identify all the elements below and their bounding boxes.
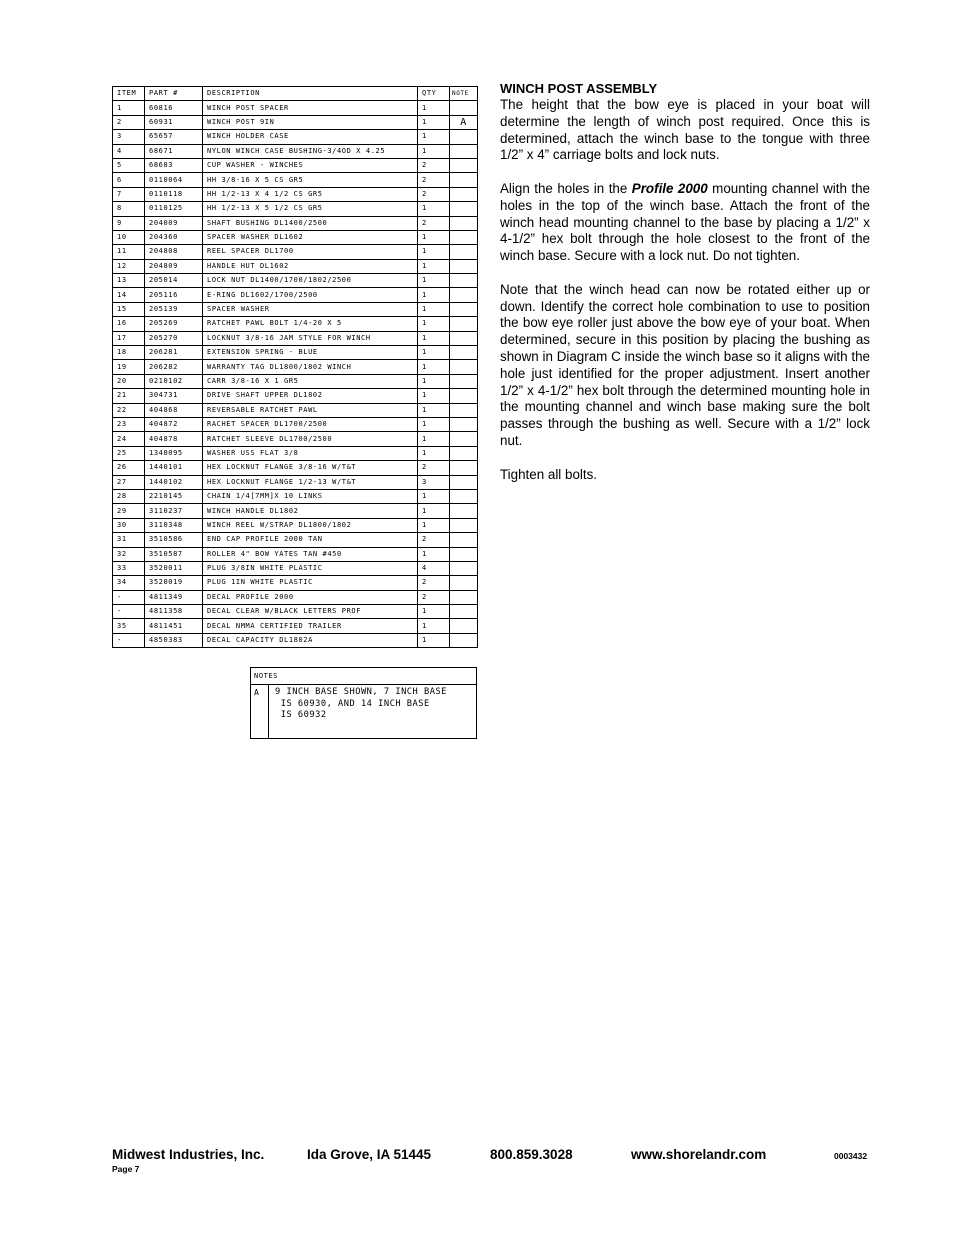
cell-part: 68683	[145, 158, 203, 172]
footer-page-number: Page 7	[112, 1164, 140, 1174]
cell-part: 60816	[145, 101, 203, 115]
cell-part: 3520011	[145, 561, 203, 575]
notes-letter: A	[251, 685, 269, 738]
cell-item: 19	[113, 360, 145, 374]
cell-part: 304731	[145, 389, 203, 403]
cell-description: HH 3/8-16 X 5 CS GR5	[203, 173, 418, 187]
cell-note	[450, 230, 478, 244]
cell-note: A	[450, 115, 478, 129]
table-row	[113, 302, 478, 316]
cell-qty: 1	[418, 619, 450, 633]
cell-qty: 1	[418, 346, 450, 360]
cell-description: DECAL CLEAR W/BLACK LETTERS PROF	[203, 605, 418, 619]
cell-description: END CAP PROFILE 2000 TAN	[203, 533, 418, 547]
cell-part: 3510586	[145, 533, 203, 547]
cell-part: 205014	[145, 274, 203, 288]
cell-note	[450, 446, 478, 460]
cell-item: -	[113, 605, 145, 619]
notes-text: 9 INCH BASE SHOWN, 7 INCH BASE IS 60930, AND 14 INCH BASE IS 60932	[275, 687, 447, 720]
cell-note	[450, 360, 478, 374]
cell-note	[450, 158, 478, 172]
cell-part: 4811451	[145, 619, 203, 633]
cell-part: 1440101	[145, 461, 203, 475]
cell-part: 205269	[145, 317, 203, 331]
footer-company: Midwest Industries, Inc.	[112, 1147, 265, 1162]
cell-part: 204808	[145, 245, 203, 259]
cell-description: WARRANTY TAG DL1800/1802 WINCH	[203, 360, 418, 374]
cell-item: 35	[113, 619, 145, 633]
table-row	[113, 259, 478, 273]
cell-part: 1340095	[145, 446, 203, 460]
table-row	[113, 432, 478, 446]
cell-qty: 1	[418, 446, 450, 460]
table-row	[113, 446, 478, 460]
table-row	[113, 331, 478, 345]
cell-description: WINCH HOLDER CASE	[203, 130, 418, 144]
cell-note	[450, 461, 478, 475]
cell-qty: 2	[418, 461, 450, 475]
table-row	[113, 619, 478, 633]
section-title: WINCH POST ASSEMBLY	[500, 81, 658, 96]
notes-heading: NOTES	[251, 668, 476, 685]
table-row	[113, 461, 478, 475]
table-row	[113, 288, 478, 302]
cell-item: 3	[113, 130, 145, 144]
cell-item: 24	[113, 432, 145, 446]
cell-description: HEX LOCKNUT FLANGE 3/8-16 W/T&T	[203, 461, 418, 475]
cell-note	[450, 403, 478, 417]
table-row	[113, 518, 478, 532]
cell-description: LOCK NUT DL1400/1700/1802/2500	[203, 274, 418, 288]
cell-description: E-RING DL1602/1700/2500	[203, 288, 418, 302]
table-row	[113, 374, 478, 388]
cell-description: RATCHET PAWL BOLT 1/4-20 X 5	[203, 317, 418, 331]
cell-item: 12	[113, 259, 145, 273]
cell-qty: 3	[418, 475, 450, 489]
cell-item: 33	[113, 561, 145, 575]
cell-item: 23	[113, 417, 145, 431]
cell-qty: 1	[418, 101, 450, 115]
cell-description: ROLLER 4" BOW YATES TAN #450	[203, 547, 418, 561]
cell-description: CHAIN 1/4[7MM]X 10 LINKS	[203, 489, 418, 503]
table-row	[113, 317, 478, 331]
cell-description: DECAL NMMA CERTIFIED TRAILER	[203, 619, 418, 633]
cell-qty: 1	[418, 115, 450, 129]
cell-note	[450, 533, 478, 547]
cell-qty: 1	[418, 403, 450, 417]
table-row	[113, 216, 478, 230]
cell-part: 4850383	[145, 633, 203, 647]
table-row	[113, 633, 478, 647]
cell-part: 3510587	[145, 547, 203, 561]
cell-description: RACHET SPACER DL1700/2500	[203, 417, 418, 431]
paragraph-2-start: Align the holes in the	[500, 180, 632, 196]
header-qty: QTY	[418, 87, 450, 101]
cell-note	[450, 633, 478, 647]
cell-item: 15	[113, 302, 145, 316]
cell-note	[450, 101, 478, 115]
cell-item: 20	[113, 374, 145, 388]
cell-item: 16	[113, 317, 145, 331]
table-row	[113, 144, 478, 158]
cell-part: 4811349	[145, 590, 203, 604]
cell-qty: 1	[418, 389, 450, 403]
cell-item: 31	[113, 533, 145, 547]
cell-item: 18	[113, 346, 145, 360]
cell-item: 4	[113, 144, 145, 158]
cell-description: HH 1/2-13 X 5 1/2 CS GR5	[203, 202, 418, 216]
cell-item: 2	[113, 115, 145, 129]
table-row	[113, 489, 478, 503]
cell-description: WINCH HANDLE DL1802	[203, 504, 418, 518]
cell-description: PLUG 1IN WHITE PLASTIC	[203, 576, 418, 590]
cell-description: DRIVE SHAFT UPPER DL1802	[203, 389, 418, 403]
cell-note	[450, 187, 478, 201]
parts-table-header	[113, 87, 478, 101]
cell-item: 14	[113, 288, 145, 302]
header-note: NOTE	[450, 87, 478, 101]
paragraph-2	[500, 181, 870, 265]
cell-description: DECAL PROFILE 2000	[203, 590, 418, 604]
notes-box	[250, 667, 477, 739]
cell-note	[450, 173, 478, 187]
table-row	[113, 115, 478, 129]
cell-qty: 1	[418, 518, 450, 532]
cell-description: NYLON WINCH CASE BUSHING-3/4OD X 4.25	[203, 144, 418, 158]
parts-table	[112, 86, 478, 648]
table-row	[113, 417, 478, 431]
cell-item: 25	[113, 446, 145, 460]
cell-note	[450, 130, 478, 144]
cell-qty: 1	[418, 302, 450, 316]
cell-note	[450, 504, 478, 518]
cell-description: SPACER WASHER	[203, 302, 418, 316]
paragraph-1: The height that the bow eye is placed in your boat will determine the length of winch post required. Once this is determined, attach the winch base to the tongue with three 1/2” x 4” carriage bolts and lock nuts.	[500, 97, 870, 163]
header-description: DESCRIPTION	[203, 87, 418, 101]
cell-qty: 1	[418, 230, 450, 244]
cell-part: 205270	[145, 331, 203, 345]
paragraph-4: Tighten all bolts.	[500, 466, 598, 482]
cell-qty: 2	[418, 158, 450, 172]
cell-note	[450, 475, 478, 489]
header-item: ITEM	[113, 87, 145, 101]
cell-item: 10	[113, 230, 145, 244]
table-row	[113, 576, 478, 590]
footer-website: www.shorelandr.com	[631, 1147, 767, 1162]
table-row	[113, 245, 478, 259]
cell-item: 8	[113, 202, 145, 216]
table-row	[113, 360, 478, 374]
cell-item: 21	[113, 389, 145, 403]
cell-item: 7	[113, 187, 145, 201]
cell-part: 404878	[145, 432, 203, 446]
cell-item: 32	[113, 547, 145, 561]
cell-description: REEL SPACER DL1700	[203, 245, 418, 259]
cell-description: WINCH REEL W/STRAP DL1800/1802	[203, 518, 418, 532]
cell-description: EXTENSION SPRING - BLUE	[203, 346, 418, 360]
cell-note	[450, 274, 478, 288]
table-row	[113, 173, 478, 187]
cell-note	[450, 489, 478, 503]
product-name: Profile 2000	[631, 180, 708, 196]
cell-part: 1440102	[145, 475, 203, 489]
cell-description: HANDLE HUT DL1602	[203, 259, 418, 273]
table-row	[113, 533, 478, 547]
cell-item: 34	[113, 576, 145, 590]
cell-qty: 1	[418, 417, 450, 431]
cell-item: -	[113, 590, 145, 604]
cell-part: 204809	[145, 259, 203, 273]
cell-item: 17	[113, 331, 145, 345]
cell-qty: 1	[418, 432, 450, 446]
table-row	[113, 561, 478, 575]
cell-qty: 1	[418, 245, 450, 259]
notes-body	[251, 685, 476, 738]
cell-note	[450, 144, 478, 158]
cell-note	[450, 245, 478, 259]
cell-description: CARR 3/8-16 X 1 GR5	[203, 374, 418, 388]
parts-table-body	[113, 101, 478, 648]
page-footer	[112, 1147, 872, 1187]
table-row	[113, 403, 478, 417]
cell-part: 4811358	[145, 605, 203, 619]
cell-part: 206281	[145, 346, 203, 360]
cell-item: -	[113, 633, 145, 647]
cell-description: REVERSABLE RATCHET PAWL	[203, 403, 418, 417]
cell-part: 68671	[145, 144, 203, 158]
table-row	[113, 605, 478, 619]
cell-qty: 1	[418, 547, 450, 561]
cell-note	[450, 202, 478, 216]
cell-item: 6	[113, 173, 145, 187]
cell-note	[450, 259, 478, 273]
cell-note	[450, 216, 478, 230]
cell-item: 13	[113, 274, 145, 288]
cell-note	[450, 605, 478, 619]
cell-description: WINCH POST 9IN	[203, 115, 418, 129]
table-row	[113, 547, 478, 561]
cell-qty: 2	[418, 576, 450, 590]
cell-qty: 2	[418, 533, 450, 547]
table-row	[113, 475, 478, 489]
footer-city: Ida Grove, IA 51445	[307, 1147, 432, 1162]
cell-description: WASHER USS FLAT 3/8	[203, 446, 418, 460]
paragraph-3: Note that the winch head can now be rotated either up or down. Identify the correct hole combination to use to position the bow eye roller just above the bow eye of your boat. When determined, secure in this position by placing the bushing as shown in Diagram C inside the winch base so it aligns with the hole just identified for the proper adjustment. Insert another 1/2” x 4-1/2” hex bolt through the determined mounting hole in the mounting channel and winch base making sure the bolt passes through the bushing as well. Secure with a 1/2” lock nut.	[500, 281, 870, 448]
cell-part: 205116	[145, 288, 203, 302]
cell-qty: 2	[418, 590, 450, 604]
table-row	[113, 230, 478, 244]
cell-note	[450, 346, 478, 360]
cell-part: 60931	[145, 115, 203, 129]
cell-part: 205139	[145, 302, 203, 316]
cell-qty: 2	[418, 173, 450, 187]
cell-qty: 1	[418, 130, 450, 144]
cell-description: HH 1/2-13 X 4 1/2 CS GR5	[203, 187, 418, 201]
cell-note	[450, 302, 478, 316]
cell-item: 30	[113, 518, 145, 532]
cell-part: 204360	[145, 230, 203, 244]
cell-description: PLUG 3/8IN WHITE PLASTIC	[203, 561, 418, 575]
cell-qty: 2	[418, 216, 450, 230]
cell-qty: 1	[418, 489, 450, 503]
cell-part: 65657	[145, 130, 203, 144]
cell-description: SPACER WASHER DL1602	[203, 230, 418, 244]
cell-qty: 1	[418, 605, 450, 619]
cell-item: 29	[113, 504, 145, 518]
cell-part: 0110125	[145, 202, 203, 216]
footer-phone: 800.859.3028	[490, 1147, 573, 1162]
cell-item: 28	[113, 489, 145, 503]
cell-description: RATCHET SLEEVE DL1700/2500	[203, 432, 418, 446]
cell-part: 3110237	[145, 504, 203, 518]
cell-qty: 4	[418, 561, 450, 575]
cell-part: 0110118	[145, 187, 203, 201]
cell-qty: 1	[418, 504, 450, 518]
cell-qty: 1	[418, 317, 450, 331]
cell-part: 204009	[145, 216, 203, 230]
cell-qty: 1	[418, 288, 450, 302]
cell-item: 11	[113, 245, 145, 259]
cell-note	[450, 518, 478, 532]
cell-part: 3110348	[145, 518, 203, 532]
cell-description: DECAL CAPACITY DL1802A	[203, 633, 418, 647]
cell-description: CUP WASHER - WINCHES	[203, 158, 418, 172]
cell-note	[450, 317, 478, 331]
cell-description: SHAFT BUSHING DL1400/2500	[203, 216, 418, 230]
cell-part: 2210145	[145, 489, 203, 503]
cell-qty: 1	[418, 331, 450, 345]
cell-qty: 1	[418, 274, 450, 288]
cell-description: HEX LOCKNUT FLANGE 1/2-13 W/T&T	[203, 475, 418, 489]
cell-part: 3520019	[145, 576, 203, 590]
cell-item: 9	[113, 216, 145, 230]
paragraph-2-end: mounting channel with the holes in the top of the winch base. Attach the front of the winch head mounting channel to the base by placing a 1/2” x 4-1/2” hex bolt through the hole closest to the front of the winch base. Secure with a lock nut. Do not tighten.	[500, 180, 871, 264]
cell-part: 206282	[145, 360, 203, 374]
cell-description: LOCKNUT 3/8-16 JAM STYLE FOR WINCH	[203, 331, 418, 345]
header-part: PART #	[145, 87, 203, 101]
cell-note	[450, 561, 478, 575]
cell-note	[450, 389, 478, 403]
cell-part: 404872	[145, 417, 203, 431]
table-row	[113, 389, 478, 403]
table-row	[113, 187, 478, 201]
cell-note	[450, 619, 478, 633]
cell-qty: 1	[418, 374, 450, 388]
assembly-instructions	[500, 81, 870, 500]
cell-note	[450, 374, 478, 388]
table-row	[113, 202, 478, 216]
footer-doc-code: 0003432	[834, 1151, 868, 1161]
cell-note	[450, 576, 478, 590]
cell-part: 0110064	[145, 173, 203, 187]
cell-part: 0210102	[145, 374, 203, 388]
cell-qty: 1	[418, 202, 450, 216]
cell-item: 5	[113, 158, 145, 172]
table-row	[113, 346, 478, 360]
table-row	[113, 274, 478, 288]
cell-item: 1	[113, 101, 145, 115]
cell-description: WINCH POST SPACER	[203, 101, 418, 115]
cell-note	[450, 331, 478, 345]
table-row	[113, 130, 478, 144]
cell-note	[450, 547, 478, 561]
cell-qty: 1	[418, 144, 450, 158]
cell-item: 26	[113, 461, 145, 475]
cell-item: 27	[113, 475, 145, 489]
table-row	[113, 101, 478, 115]
cell-item: 22	[113, 403, 145, 417]
table-row	[113, 504, 478, 518]
cell-qty: 1	[418, 633, 450, 647]
cell-note	[450, 417, 478, 431]
cell-note	[450, 432, 478, 446]
table-row	[113, 158, 478, 172]
cell-qty: 1	[418, 360, 450, 374]
cell-qty: 1	[418, 259, 450, 273]
cell-part: 404868	[145, 403, 203, 417]
cell-qty: 2	[418, 187, 450, 201]
table-row	[113, 590, 478, 604]
cell-note	[450, 288, 478, 302]
cell-note	[450, 590, 478, 604]
